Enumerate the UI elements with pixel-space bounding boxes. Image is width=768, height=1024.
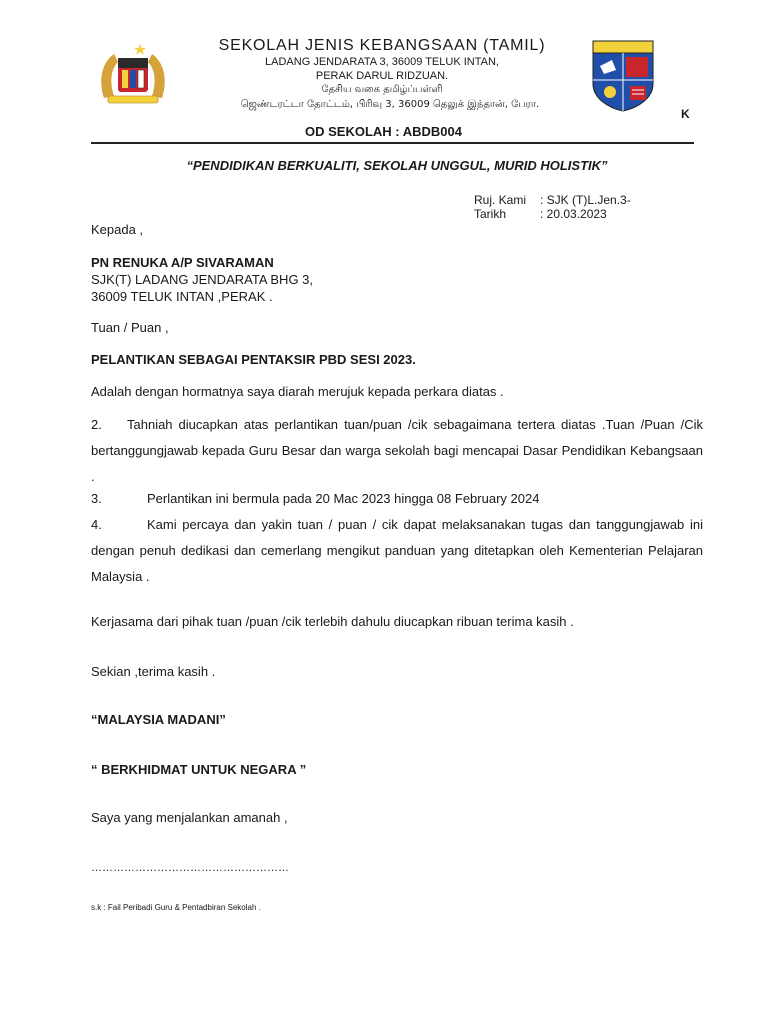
subject: PELANTIKAN SEBAGAI PENTAKSIR PBD SESI 2023. <box>91 352 416 367</box>
paragraph-2-text: Tahniah diucapkan atas perlantikan tuan/puan /cik sebagaimana tertera diatas .Tuan /Puan /Cik bertanggungjawab kepada Guru Besar dan warga sekolah bagi mencapai Dasar Pendidikan Kebangsaan . <box>91 417 703 484</box>
paragraph-4-number: 4. <box>91 517 102 532</box>
slogan-malaysia-madani: “MALAYSIA MADANI” <box>91 712 226 727</box>
address-line-1: LADANG JENDARATA 3, 36009 TELUK INTAN, <box>265 56 499 68</box>
malaysia-coat-of-arms-icon <box>94 40 172 106</box>
slogan-berkhidmat: “ BERKHIDMAT UNTUK NEGARA ” <box>91 762 307 777</box>
paragraph-4 <box>91 512 703 590</box>
tamil-line-2: ஜெண்டரட்டா தோட்டம், பிரிவு 3, 36009 தெலுக் இந்தான், பேரா. <box>240 99 540 110</box>
letterhead-divider <box>91 142 694 144</box>
tamil-line-1: தேசிய வகை தமிழ்ப்பள்ளி <box>321 84 443 95</box>
tarikh-label: Tarikh <box>474 207 507 221</box>
paragraph-4-text: Kami percaya dan yakin tuan / puan / cik dapat melaksanakan tugas dan tanggungjawab ini dengan penuh dedikasi dan cemerlang mengikut panduan yang ditetapkan oleh Kementerian Pelajaran Malaysia . <box>91 517 703 584</box>
kepada: Kepada , <box>91 222 144 237</box>
ruj-value: : SJK (T)L.Jen.3- <box>540 193 631 207</box>
recipient-address-1: SJK(T) LADANG JENDARATA BHG 3, <box>91 272 314 287</box>
ruj-label: Ruj. Kami <box>474 193 527 207</box>
footnote: s.k : Fail Peribadi Guru & Pentadbiran Sekolah . <box>91 903 261 912</box>
intro-paragraph: Adalah dengan hormatnya saya diarah merujuk kepada perkara diatas . <box>91 384 504 399</box>
paragraph-2 <box>91 412 703 490</box>
recipient-address-2: 36009 TELUK INTAN ,PERAK . <box>91 289 273 304</box>
reference-tarikh <box>474 207 607 221</box>
paragraph-3-text: Perlantikan ini bermula pada 20 Mac 2023 hingga 08 February 2024 <box>147 491 540 506</box>
k-mark: K <box>681 107 690 121</box>
sekian: Sekian ,terima kasih . <box>91 664 216 679</box>
tarikh-value: : 20.03.2023 <box>540 207 607 221</box>
salutation: Tuan / Puan , <box>91 320 169 335</box>
signature-line: ……………………………………………… <box>91 862 289 874</box>
thanks-paragraph: Kerjasama dari pihak tuan /puan /cik terlebih dahulu diucapkan ribuan terima kasih . <box>91 614 574 629</box>
kod-sekolah: OD SEKOLAH : ABDB004 <box>305 124 462 139</box>
motto: “PENDIDIKAN BERKUALITI, SEKOLAH UNGGUL, MURID HOLISTIK” <box>186 158 608 173</box>
paragraph-2-number: 2. <box>91 417 102 432</box>
school-name: SEKOLAH JENIS KEBANGSAAN (TAMIL) <box>218 37 546 54</box>
school-badge-icon <box>592 40 654 112</box>
paragraph-3 <box>91 486 703 512</box>
closing: Saya yang menjalankan amanah , <box>91 810 288 825</box>
paragraph-3-number: 3. <box>91 491 102 506</box>
reference-ruj <box>474 193 631 207</box>
recipient-name: PN RENUKA A/P SIVARAMAN <box>91 255 274 270</box>
address-line-2: PERAK DARUL RIDZUAN. <box>315 70 449 82</box>
